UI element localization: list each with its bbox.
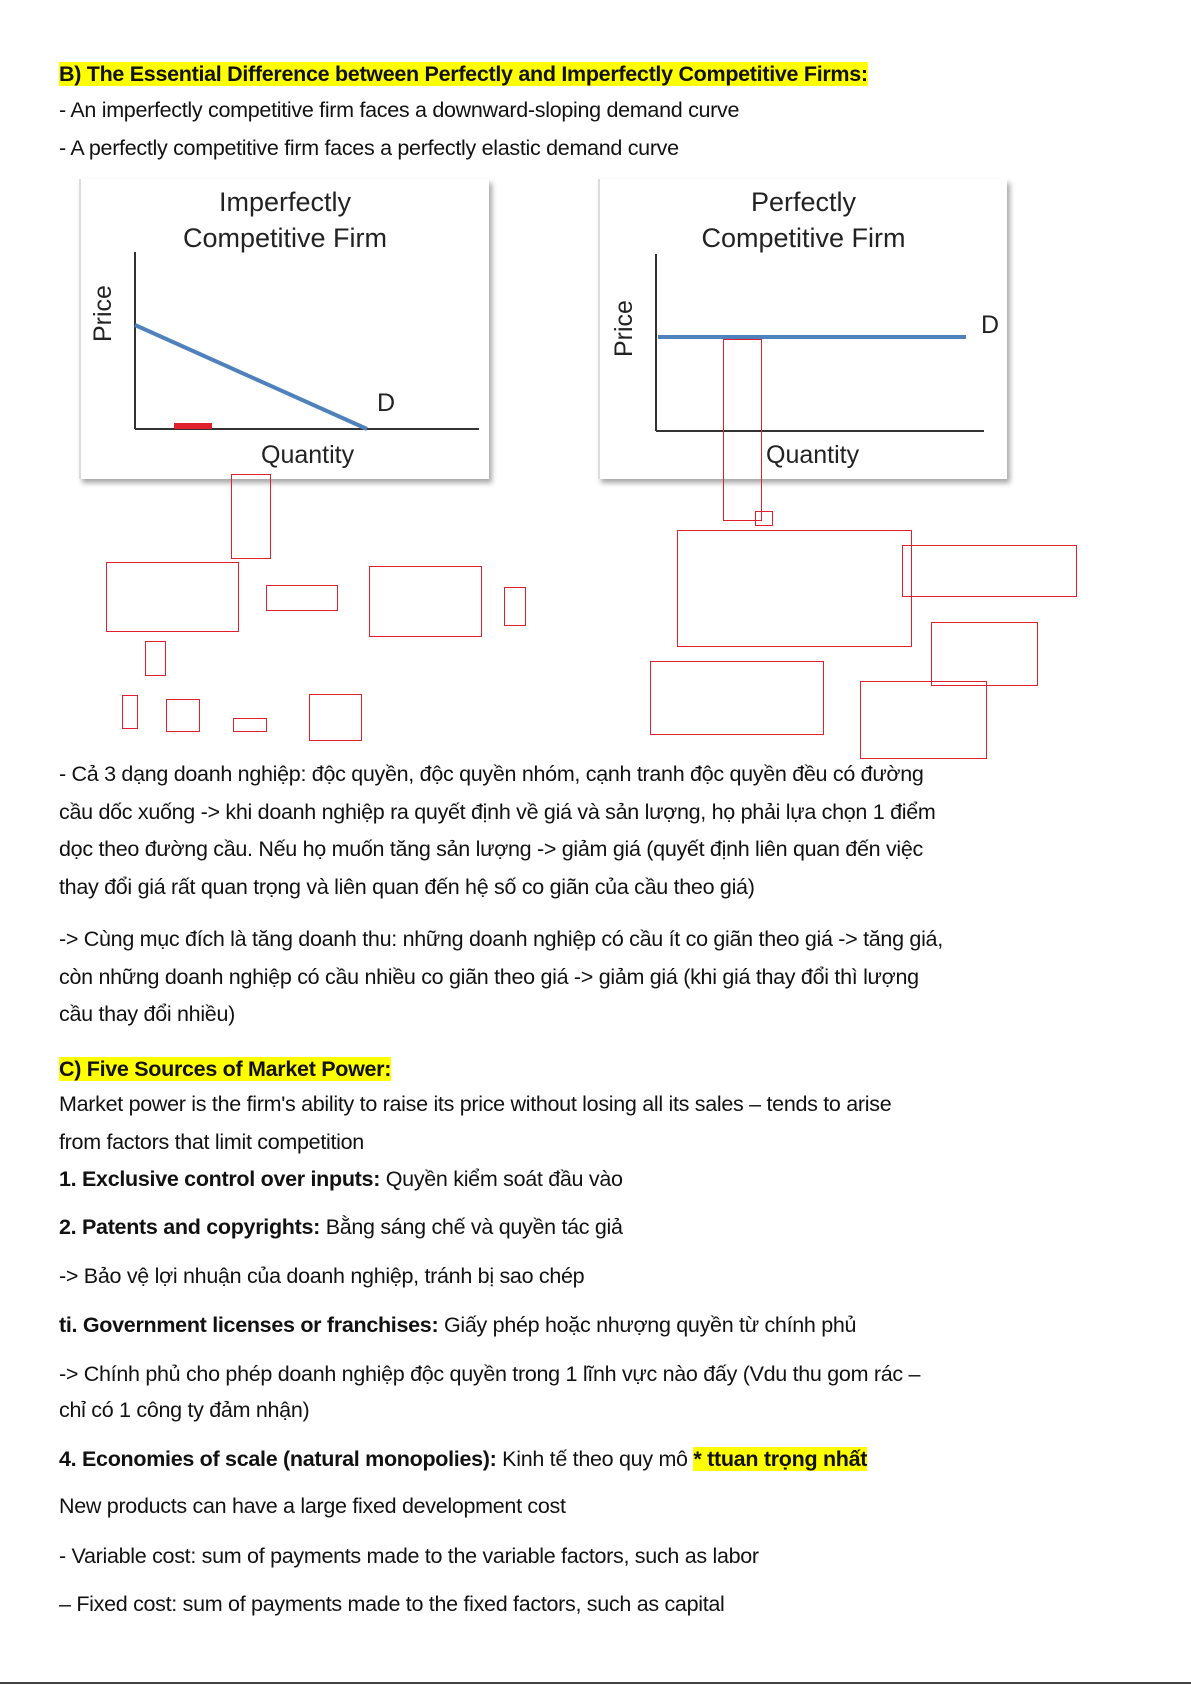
annotation-box: [233, 718, 267, 732]
annotation-box: [309, 694, 362, 741]
chart-imperfectly-competitive: [79, 179, 489, 479]
curve-label-d: D: [981, 311, 1000, 339]
demand-curve: [135, 325, 367, 429]
annotation-box: [860, 681, 987, 759]
section-c-heading: [59, 1055, 391, 1083]
heading-text: C) Five Sources of Market Power:: [59, 1057, 392, 1081]
item-bold: 4. Economies of scale (natural monopolies):: [59, 1447, 497, 1471]
annotation-box: [902, 545, 1077, 597]
annotation-box: [755, 511, 773, 526]
note-p2-line: còn những doanh nghiệp có cầu nhiều co giãn theo giá -> giảm giá (khi giá thay đổi thì lượng: [59, 965, 919, 989]
curve-label-d: D: [377, 389, 396, 417]
intro-line: Market power is the firm's ability to raise its price without losing all its sales – tends to arise: [59, 1092, 892, 1116]
note-p2-line: cầu thay đổi nhiều): [59, 1002, 235, 1026]
item-text: Quyền kiểm soát đầu vào: [380, 1167, 623, 1191]
x-axis-label: Quantity: [261, 441, 355, 469]
item-exclusive-control: [59, 1165, 623, 1193]
note-p1-line: cầu dốc xuống -> khi doanh nghiệp ra quyết định về giá và sản lượng, họ phải lựa chọn 1 điểm: [59, 800, 936, 824]
chart-title-line2: Competitive Firm: [701, 223, 906, 253]
item-bold: 2. Patents and copyrights:: [59, 1215, 321, 1239]
item-patents: [59, 1213, 623, 1241]
item-note: -> Chính phủ cho phép doanh nghiệp độc quyền trong 1 lĩnh vực nào đấy (Vdu thu gom rác –: [59, 1362, 921, 1386]
note-p1-line: dọc theo đường cầu. Nếu họ muốn tăng sản lượng -> giảm giá (quyết định liên quan đến việc: [59, 837, 923, 861]
chart-title-line1: Imperfectly: [218, 187, 352, 217]
annotation-box: [504, 587, 526, 626]
item-note: chỉ có 1 công ty đảm nhận): [59, 1398, 310, 1422]
note-p2-line: -> Cùng mục đích là tăng doanh thu: những doanh nghiệp có cầu ít co giãn theo giá -> tăng giá,: [59, 927, 943, 951]
y-axis-label: Price: [89, 285, 117, 342]
chart-title-line2: Competitive Firm: [182, 223, 388, 253]
annotation-box: [145, 641, 166, 676]
section-b-heading: [59, 60, 868, 88]
intro-line: from factors that limit competition: [59, 1130, 364, 1154]
chart-title-line1: Perfectly: [750, 187, 857, 217]
line-imperfect: - An imperfectly competitive firm faces a downward-sloping demand curve: [59, 98, 740, 122]
body-line: - Variable cost: sum of payments made to the variable factors, such as labor: [59, 1544, 759, 1568]
note-p1-line: thay đổi giá rất quan trọng và liên quan đến hệ số co giãn của cầu theo giá): [59, 875, 755, 899]
important-highlight: * ttuan trọng nhất: [693, 1447, 868, 1471]
annotation-box: [723, 339, 762, 521]
item-bold: 1. Exclusive control over inputs:: [59, 1167, 381, 1191]
x-axis-label: Quantity: [766, 441, 860, 469]
item-text: Giấy phép hoặc nhượng quyền từ chính phủ: [438, 1313, 857, 1337]
body-line: New products can have a large fixed development cost: [59, 1494, 566, 1518]
y-axis-label: Price: [610, 300, 638, 357]
item-text: Kinh tế theo quy mô: [496, 1447, 694, 1471]
annotation-box: [122, 695, 138, 729]
annotation-box: [266, 585, 338, 611]
annotation-box: [650, 661, 824, 735]
annotation-box: [677, 530, 912, 647]
item-bold: ti. Government licenses or franchises:: [59, 1313, 439, 1337]
chart-perfectly-competitive: [598, 179, 1007, 479]
page-bottom-border: [0, 1682, 1191, 1684]
chart-plot: [600, 179, 1007, 479]
item-note: -> Bảo vệ lợi nhuận của doanh nghiệp, tránh bị sao chép: [59, 1264, 585, 1288]
heading-text: B) The Essential Difference between Perfectly and Imperfectly Competitive Firms:: [59, 62, 868, 86]
annotation-box: [166, 699, 200, 732]
body-line: – Fixed cost: sum of payments made to the fixed factors, such as capital: [59, 1592, 725, 1616]
item-text: Bằng sáng chế và quyền tác giả: [320, 1215, 623, 1239]
annotation-box: [931, 622, 1038, 686]
annotation-box: [369, 566, 482, 637]
line-perfect: - A perfectly competitive firm faces a perfectly elastic demand curve: [59, 136, 679, 160]
note-p1-line: - Cả 3 dạng doanh nghiệp: độc quyền, độc quyền nhóm, cạnh tranh độc quyền đều có đường: [59, 762, 924, 786]
annotation-box: [231, 474, 271, 559]
annotation-box: [106, 562, 239, 632]
chart-plot: [81, 179, 489, 479]
item-government-licenses: [59, 1311, 856, 1339]
red-marker: [174, 423, 212, 429]
item-economies-of-scale: [59, 1445, 867, 1473]
